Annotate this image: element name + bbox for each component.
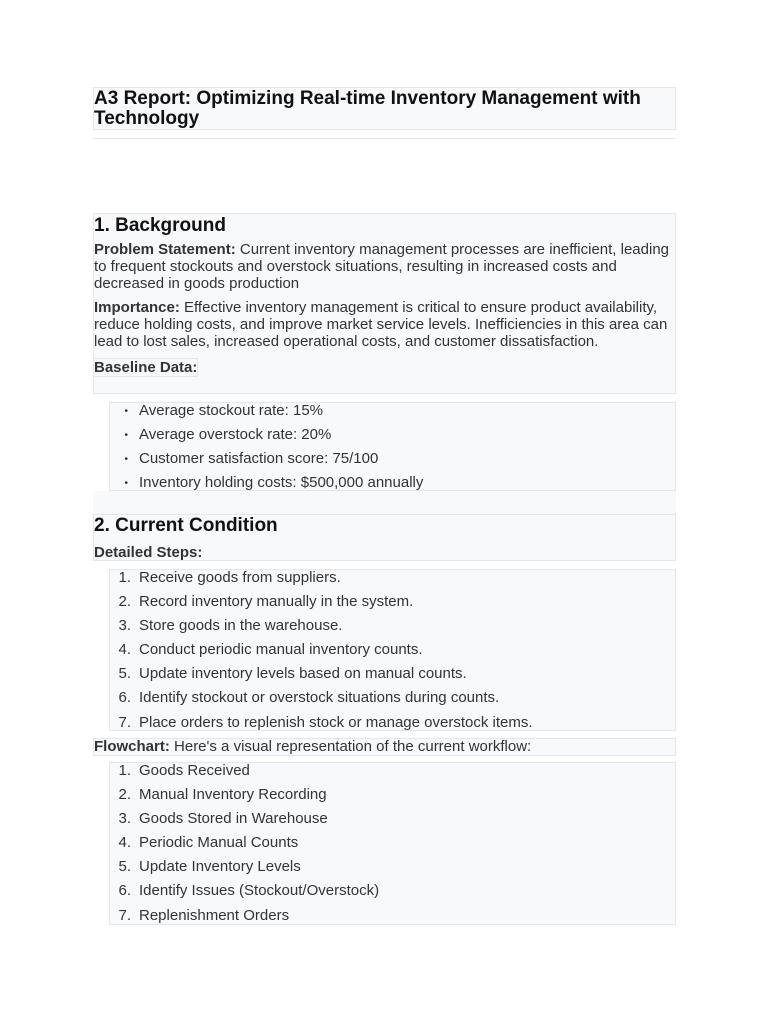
current-condition-heading: 2. Current Condition: [94, 515, 278, 536]
list-item: 1. Receive goods from suppliers.: [118, 569, 341, 586]
flowchart-label: Flowchart:: [94, 738, 170, 755]
list-item: 6. Identify Issues (Stockout/Overstock): [118, 882, 380, 900]
list-item: 2. Manual Inventory Recording: [118, 786, 327, 804]
current-condition-box: [93, 514, 676, 561]
background-section: [93, 213, 676, 491]
bullet-marker: •: [124, 430, 128, 442]
importance-statement: [94, 300, 675, 350]
a3-report: [93, 87, 676, 925]
report-title: A3 Report: Optimizing Real-time Inventory Management with Technology: [93, 87, 676, 130]
list-item: • Inventory holding costs: $500,000 annually: [110, 475, 675, 499]
current-condition-section: [93, 514, 676, 925]
importance-label: Importance:: [94, 299, 180, 317]
bullet-marker: •: [124, 478, 128, 490]
flowchart-text: Here's a visual representation of the current workflow:: [174, 738, 532, 755]
detailed-steps-list: [109, 569, 676, 731]
list-item: • Customer satisfaction score: 75/100: [110, 451, 675, 475]
list-item: 4. Periodic Manual Counts: [118, 834, 299, 852]
importance-text: Effective inventory management is critical to ensure product availability, reduce holding costs, and improve market service levels. Inefficiencies in this area can lead to lost sales, increased operational costs, and customer dissatisfaction.: [94, 299, 668, 350]
detailed-steps-label: Detailed Steps:: [94, 544, 203, 561]
title-divider: [93, 138, 676, 139]
bullet-marker: •: [124, 454, 128, 466]
list-item: 4. Conduct periodic manual inventory counts.: [118, 641, 423, 659]
list-item: • Average overstock rate: 20%: [110, 427, 675, 451]
list-item: 2. Record inventory manually in the system.: [118, 593, 414, 611]
list-item: 5. Update Inventory Levels: [118, 858, 301, 876]
list-item: 3. Goods Stored in Warehouse: [118, 810, 328, 828]
list-item: 7. Place orders to replenish stock or manage overstock items.: [118, 713, 533, 731]
baseline-list: [109, 402, 676, 491]
problem-text: Current inventory management processes are inefficient, leading to frequent stockouts and overstock situations, resulting in increased costs and decreased in goods production: [94, 241, 670, 292]
list-item: 7. Replenishment Orders: [118, 906, 290, 924]
problem-statement: [94, 242, 675, 292]
background-box: [93, 213, 676, 394]
list-item: 6. Identify stockout or overstock situations during counts.: [118, 689, 500, 707]
list-item: 1. Goods Received: [118, 762, 250, 779]
list-item: 3. Store goods in the warehouse.: [118, 617, 343, 635]
baseline-label: Baseline Data:: [94, 358, 198, 376]
bullet-marker: •: [124, 406, 128, 417]
flowchart-list: [109, 762, 676, 925]
flowchart-intro: [93, 738, 676, 756]
background-heading: 1. Background: [94, 215, 226, 236]
list-item: 5. Update inventory levels based on manual counts.: [118, 665, 467, 683]
problem-label: Problem Statement:: [94, 241, 236, 258]
list-item: • Average stockout rate: 15%: [110, 403, 675, 427]
